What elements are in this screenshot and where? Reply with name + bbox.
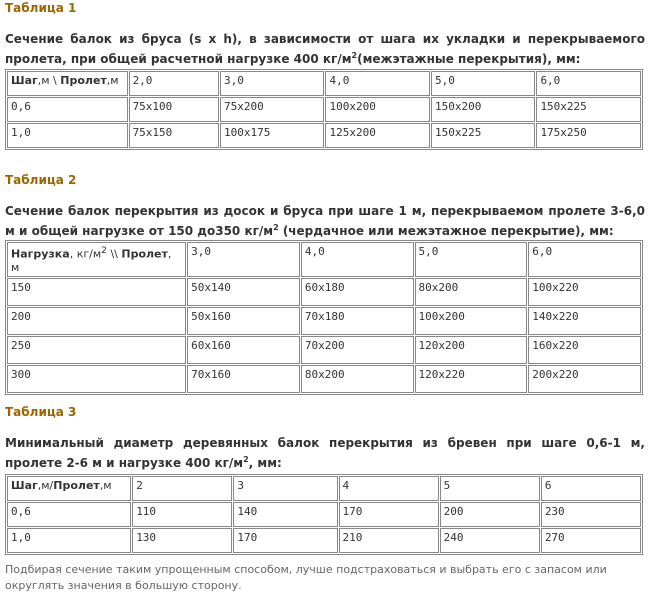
value-cell: 270	[541, 528, 641, 553]
value-cell: 200	[440, 502, 540, 527]
span-header-cell: 4,0	[301, 242, 414, 277]
value-cell: 100x200	[325, 97, 429, 122]
value-cell: 80x200	[415, 278, 528, 306]
value-cell: 170	[339, 502, 439, 527]
span-header-cell: 3,0	[220, 71, 324, 96]
value-cell: 75x100	[129, 97, 219, 122]
row-label-cell: 200	[7, 307, 186, 335]
value-cell: 170	[233, 528, 337, 553]
header-part-c: \\	[106, 247, 122, 261]
table-row	[7, 307, 641, 335]
table3-caption: Минимальный диаметр деревянных балок перекрытия из бревен при шаге 0,6-1 м, пролете 2-6 м и нагрузке 400 $кг/м^2$, мм:	[5, 436, 645, 470]
header-cell-corner	[7, 476, 131, 501]
footer-note: Подбирая сечение таким упрощенным способом, лучше подстраховаться и выбрать его с запасом или округлять значения в большую сторону.	[5, 563, 607, 592]
row-label-cell: 1,0	[7, 123, 128, 148]
value-cell: 120x200	[415, 336, 528, 364]
value-cell: 200x220	[528, 365, 641, 393]
header-part-sup: 2	[101, 245, 107, 256]
span-header-cell: 4	[339, 476, 439, 501]
span-header-cell: 2	[132, 476, 232, 501]
span-header-cell: 6,0	[536, 71, 641, 96]
header-part-c: Пролет	[53, 479, 100, 492]
value-cell: 100x175	[220, 123, 324, 148]
value-cell: 230	[541, 502, 641, 527]
span-header-cell: 4,0	[325, 71, 429, 96]
value-cell: 110	[132, 502, 232, 527]
value-cell: 70x160	[187, 365, 300, 393]
value-cell: 150x225	[431, 123, 535, 148]
table-row	[7, 365, 641, 393]
header-cell-corner	[7, 242, 186, 277]
value-cell: 50x140	[187, 278, 300, 306]
row-label-cell: 0,6	[7, 502, 131, 527]
table1-heading: Таблица 1	[5, 1, 77, 15]
value-cell: 60x180	[301, 278, 414, 306]
value-cell: 210	[339, 528, 439, 553]
header-row	[7, 476, 641, 501]
row-label-cell: 300	[7, 365, 186, 393]
table-row	[7, 278, 641, 306]
header-part-b: ,м/	[37, 479, 54, 492]
row-label-cell: 0,6	[7, 97, 128, 122]
value-cell: 160x220	[528, 336, 641, 364]
header-part-d: Пролет	[121, 247, 168, 261]
table-row	[7, 502, 641, 527]
table2-caption: Сечение балок перекрытия из досок и бруса при шаге 1 м, перекрываемом пролете 3-6,0 м и общей нагрузке от 150 до350 $кг/м^2$ (чердачное или межэтажное перекрытие), мм:	[5, 204, 645, 238]
value-cell: 175x250	[536, 123, 641, 148]
span-header-cell: 3	[233, 476, 337, 501]
value-cell: 125x200	[325, 123, 429, 148]
table-row	[7, 336, 641, 364]
row-label-cell: 150	[7, 278, 186, 306]
table2	[5, 240, 643, 395]
header-cell-corner	[7, 71, 128, 96]
header-row	[7, 71, 641, 96]
header-part-a: Шаг	[11, 479, 38, 492]
header-part-d: ,м	[99, 479, 112, 492]
header-part-a: Шаг	[11, 74, 38, 87]
value-cell: 140x220	[528, 307, 641, 335]
header-part-d: ,м	[106, 74, 119, 87]
value-cell: 70x180	[301, 307, 414, 335]
value-cell: 100x200	[415, 307, 528, 335]
value-cell: 50x160	[187, 307, 300, 335]
table-row	[7, 528, 641, 553]
table-row	[7, 97, 641, 122]
span-header-cell: 6	[541, 476, 641, 501]
span-header-cell: 6,0	[528, 242, 641, 277]
header-part-c: Пролет	[60, 74, 107, 87]
table1	[5, 69, 643, 150]
table3	[5, 474, 643, 555]
value-cell: 80x200	[301, 365, 414, 393]
span-header-cell: 5	[440, 476, 540, 501]
span-header-cell: 2,0	[129, 71, 219, 96]
header-part-b: , кг/м	[69, 247, 102, 261]
header-part-e: , м	[11, 247, 172, 274]
value-cell: 240	[440, 528, 540, 553]
header-part-a: Нагрузка	[11, 247, 70, 261]
value-cell: 150x200	[431, 97, 535, 122]
value-cell: 150x225	[536, 97, 641, 122]
table3-heading: Таблица 3	[5, 405, 77, 419]
table-row	[7, 123, 641, 148]
value-cell: 140	[233, 502, 337, 527]
table1-caption: Сечение балок из бруса (s x h), в зависимости от шага их укладки и перекрываемого пролета, при общей расчетной нагрузке 400 $кг/м^2(межэтажные$ перекрытия), мм:	[5, 32, 645, 66]
row-label-cell: 1,0	[7, 528, 131, 553]
header-part-b: ,м \	[37, 74, 61, 87]
span-header-cell: 5,0	[431, 71, 535, 96]
value-cell: 75x150	[129, 123, 219, 148]
value-cell: 60x160	[187, 336, 300, 364]
value-cell: 130	[132, 528, 232, 553]
span-header-cell: 5,0	[415, 242, 528, 277]
table2-heading: Таблица 2	[5, 173, 77, 187]
value-cell: 75x200	[220, 97, 324, 122]
value-cell: 70x200	[301, 336, 414, 364]
row-label-cell: 250	[7, 336, 186, 364]
header-row	[7, 242, 641, 277]
value-cell: 120x220	[415, 365, 528, 393]
value-cell: 100x220	[528, 278, 641, 306]
span-header-cell: 3,0	[187, 242, 300, 277]
